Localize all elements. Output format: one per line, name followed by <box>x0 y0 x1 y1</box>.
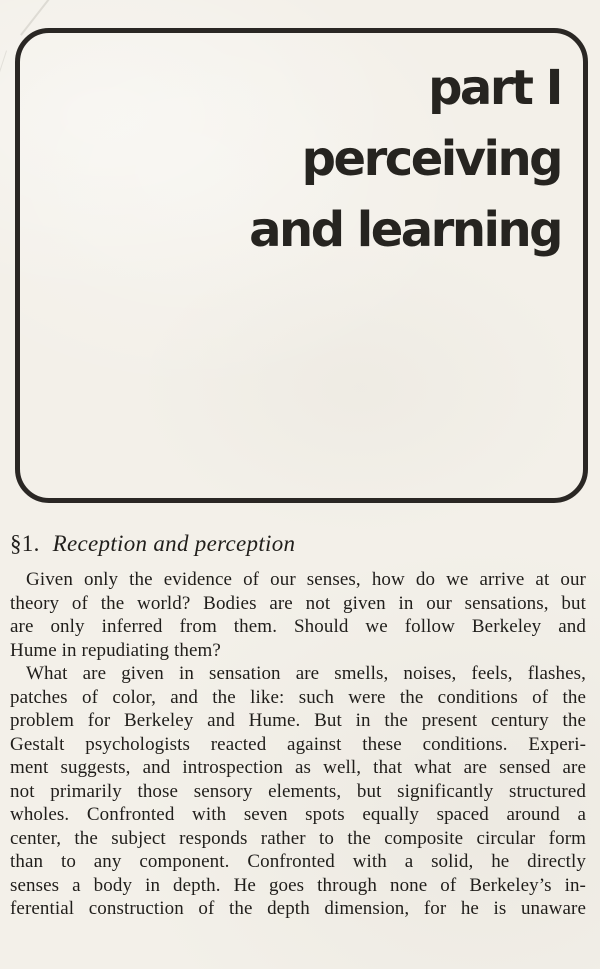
text-line: Given only the evidence of our senses, how do we arrive at our <box>26 569 586 590</box>
part-title <box>249 53 561 266</box>
text-line: Hume in repudiating them? <box>10 639 221 661</box>
text-line: than to any component. Confronted with a solid, he directly <box>10 851 586 872</box>
text-line: center, the subject responds rather to the composite circular form <box>10 827 586 849</box>
paragraph <box>10 662 586 921</box>
text-line: Gestalt psychologists reacted against these conditions. Experi- <box>10 733 586 755</box>
section-title: Reception and perception <box>52 531 296 556</box>
part-title-line: perceiving <box>301 131 561 187</box>
section-number: §1. <box>10 531 40 556</box>
text-line: What are given in sensation are smells, noises, feels, flashes, <box>26 663 586 684</box>
text-line: theory of the world? Bodies are not given in our sensations, but <box>10 592 586 614</box>
text-line: ment suggests, and introspection as well, that what are sensed are <box>10 757 586 778</box>
text-line: are only inferred from them. Should we follow Berkeley and <box>10 616 586 637</box>
paragraph <box>10 568 586 662</box>
body-text <box>10 568 586 921</box>
part-title-line: part I <box>428 60 561 116</box>
text-line: ferential construction of the depth dimension, for he is unaware <box>10 898 586 919</box>
section-heading <box>10 531 295 557</box>
text-line: patches of color, and the like: such were the conditions of the <box>10 686 586 708</box>
part-title-line: and learning <box>249 202 561 258</box>
scan-crease <box>0 50 7 75</box>
text-line: problem for Berkeley and Hume. But in the present century the <box>10 710 586 731</box>
text-line: not primarily those sensory elements, but significantly structured <box>10 780 586 802</box>
text-line: senses a body in depth. He goes through none of Berkeley’s in- <box>10 874 586 896</box>
part-title-box <box>15 28 588 503</box>
text-line: wholes. Confronted with seven spots equally spaced around a <box>10 804 586 825</box>
